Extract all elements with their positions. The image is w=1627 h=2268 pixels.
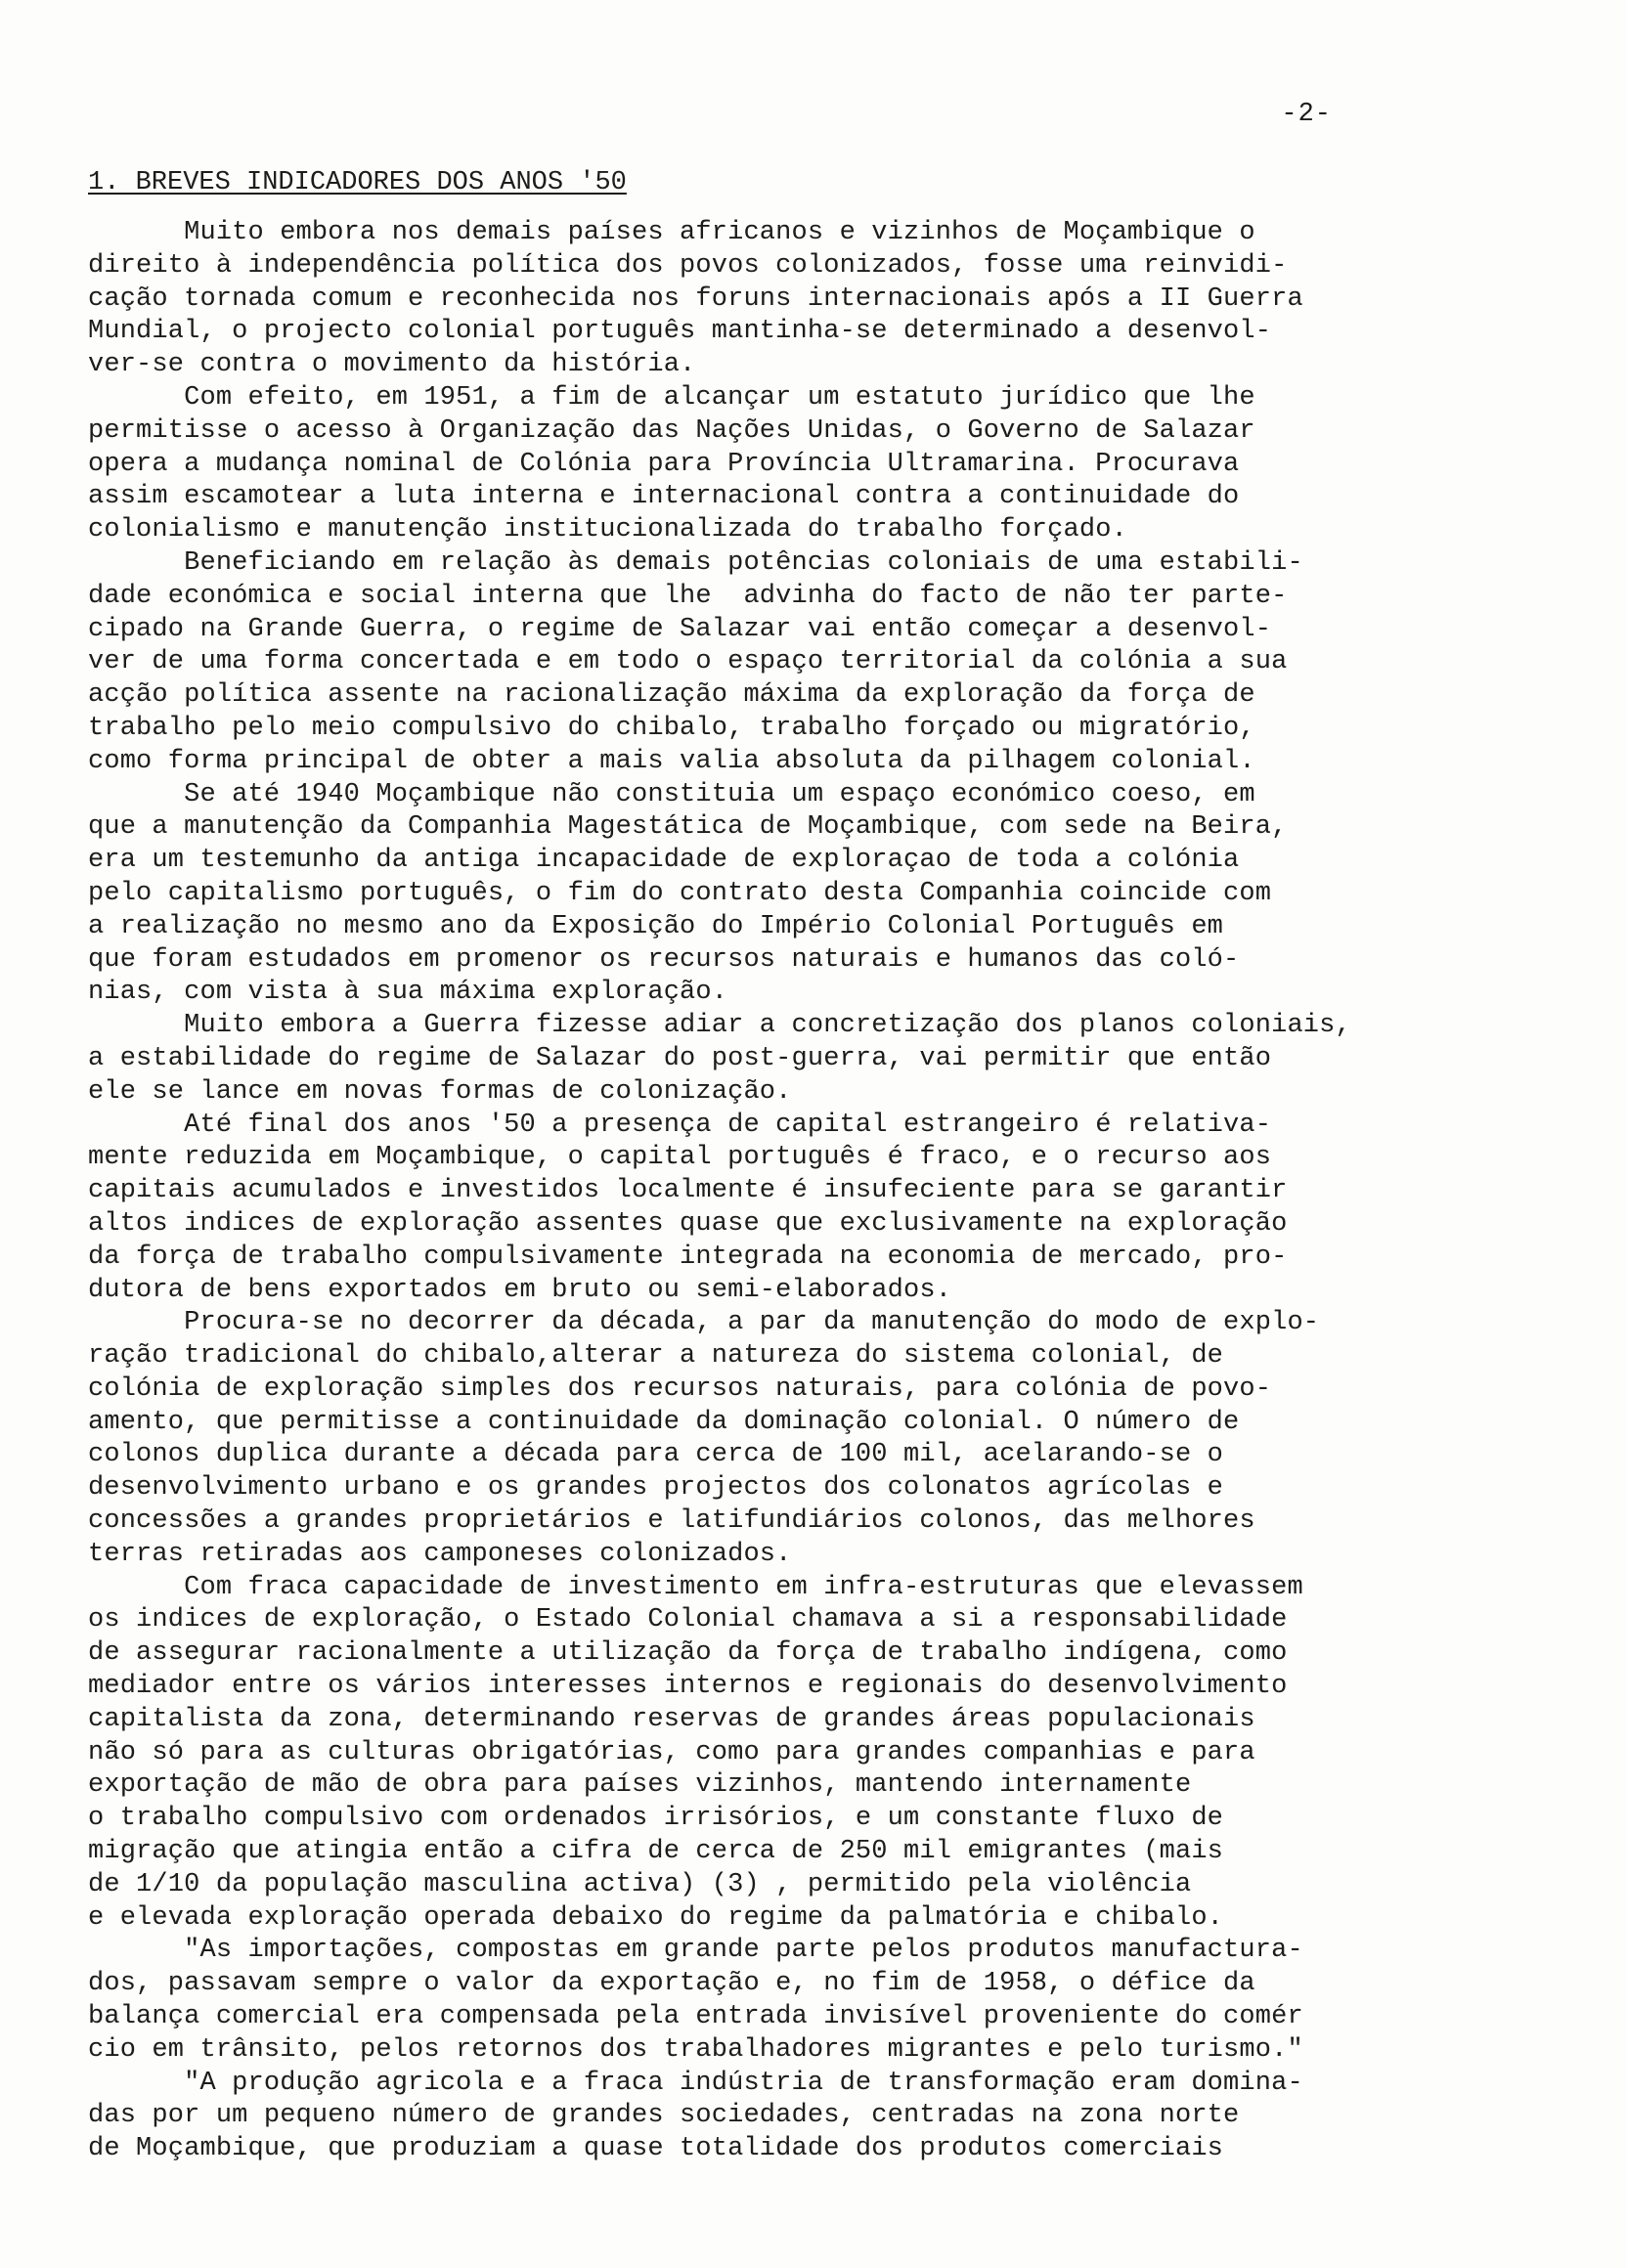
- text-line: era um testemunho da antiga incapacidade de exploraçao de toda a colónia: [88, 846, 1240, 876]
- text-line: de assegurar racionalmente a utilização da força de trabalho indígena, como: [88, 1638, 1288, 1669]
- text-line: Mundial, o projecto colonial português mantinha-se determinado a desenvol-: [88, 317, 1272, 347]
- text-line: capitais acumulados e investidos localmente é insufeciente para se garantir: [88, 1176, 1288, 1206]
- text-line: direito à independência política dos povos colonizados, fosse uma reinvidi-: [88, 250, 1288, 281]
- text-line: Beneficiando em relação às demais potências coloniais de uma estabili-: [88, 547, 1303, 578]
- text-line: ver de uma forma concertada e em todo o espaço territorial da colónia a sua: [88, 647, 1288, 677]
- text-line: colónia de exploração simples dos recursos naturais, para colónia de povo-: [88, 1374, 1272, 1404]
- text-line: ele se lance em novas formas de colonização.: [88, 1076, 792, 1107]
- text-line: Procura-se no decorrer da década, a par da manutenção do modo de explo-: [88, 1308, 1320, 1338]
- text-line: colonialismo e manutenção institucionalizada do trabalho forçado.: [88, 515, 1127, 545]
- text-line: mente reduzida em Moçambique, o capital português é fraco, e o recurso aos: [88, 1143, 1272, 1173]
- text-line: assim escamotear a luta interna e internacional contra a continuidade do: [88, 482, 1240, 512]
- text-line: dade económica e social interna que lhe advinha do facto de não ter parte-: [88, 581, 1288, 611]
- text-line: migração que atingia então a cifra de cerca de 250 mil emigrantes (mais: [88, 1837, 1224, 1867]
- text-line: Muito embora nos demais países africanos e vizinhos de Moçambique o: [88, 218, 1255, 247]
- text-line: ver-se contra o movimento da história.: [88, 350, 696, 380]
- section-heading: 1. BREVES INDICADORES DOS ANOS '50: [88, 168, 627, 197]
- text-line: capitalista da zona, determinando reservas de grandes áreas populacionais: [88, 1704, 1255, 1734]
- text-line: de Moçambique, que produziam a quase totalidade dos produtos comerciais: [88, 2134, 1224, 2164]
- text-line: Se até 1940 Moçambique não constituia um espaço económico coeso, em: [88, 779, 1255, 809]
- text-line: Muito embora a Guerra fizesse adiar a concretização dos planos coloniais,: [88, 1011, 1351, 1041]
- text-line: permitisse o acesso à Organização das Nações Unidas, o Governo de Salazar: [88, 415, 1255, 446]
- text-line: Até final dos anos '50 a presença de capital estrangeiro é relativa-: [88, 1110, 1272, 1140]
- text-line: terras retiradas aos camponeses colonizados.: [88, 1539, 792, 1569]
- text-line: a realização no mesmo ano da Exposição do Império Colonial Português em: [88, 911, 1224, 941]
- text-line: mediador entre os vários interesses internos e regionais do desenvolvimento: [88, 1672, 1288, 1702]
- text-line: concessões a grandes proprietários e latifundiários colonos, das melhores: [88, 1506, 1255, 1537]
- text-line: cio em trânsito, pelos retornos dos trabalhadores migrantes e pelo turismo.": [88, 2034, 1303, 2065]
- page-number: -2-: [1281, 100, 1332, 129]
- text-line: exportação de mão de obra para países vizinhos, mantendo internamente: [88, 1770, 1192, 1801]
- text-line: cação tornada comum e reconhecida nos foruns internacionais após a II Guerra: [88, 284, 1303, 314]
- text-line: o trabalho compulsivo com ordenados irrisórios, e um constante fluxo de: [88, 1804, 1224, 1834]
- text-line: nias, com vista à sua máxima exploração.: [88, 978, 728, 1008]
- text-line: dutora de bens exportados em bruto ou semi-elaborados.: [88, 1275, 952, 1305]
- text-line: não só para as culturas obrigatórias, como para grandes companhias e para: [88, 1737, 1255, 1767]
- text-line: os indices de exploração, o Estado Colonial chamava a si a responsabilidade: [88, 1605, 1288, 1636]
- text-line: que foram estudados em promenor os recursos naturais e humanos das coló-: [88, 944, 1240, 975]
- text-line: desenvolvimento urbano e os grandes projectos dos colonatos agrícolas e: [88, 1473, 1224, 1504]
- text-line: como forma principal de obter a mais valia absoluta da pilhagem colonial.: [88, 746, 1255, 776]
- text-line: Com fraca capacidade de investimento em infra-estruturas que elevassem: [88, 1572, 1303, 1602]
- text-line: "As importações, compostas em grande parte pelos produtos manufactura-: [88, 1936, 1303, 1966]
- text-line: amento, que permitisse a continuidade da dominação colonial. O número de: [88, 1407, 1240, 1437]
- text-line: altos indices de exploração assentes quase que exclusivamente na exploração: [88, 1208, 1288, 1239]
- text-line: balança comercial era compensada pela entrada invisível proveniente do comér: [88, 2002, 1303, 2032]
- text-line: pelo capitalismo português, o fim do contrato desta Companhia coincide com: [88, 878, 1272, 908]
- text-line: Com efeito, em 1951, a fim de alcançar um estatuto jurídico que lhe: [88, 382, 1255, 413]
- text-line: das por um pequeno número de grandes sociedades, centradas na zona norte: [88, 2101, 1240, 2131]
- text-line: e elevada exploração operada debaixo do regime da palmatória e chibalo.: [88, 1902, 1224, 1933]
- body-text: [88, 217, 1457, 2166]
- text-line: a estabilidade do regime de Salazar do post-guerra, vai permitir que então: [88, 1043, 1272, 1073]
- text-line: dos, passavam sempre o valor da exportação e, no fim de 1958, o défice da: [88, 1969, 1255, 1999]
- text-line: "A produção agricola e a fraca indústria de transformação eram domina-: [88, 2068, 1303, 2098]
- text-line: que a manutenção da Companhia Magestática de Moçambique, com sede na Beira,: [88, 812, 1288, 843]
- text-line: ração tradicional do chibalo,alterar a natureza do sistema colonial, de: [88, 1341, 1224, 1372]
- text-line: cipado na Grande Guerra, o regime de Salazar vai então começar a desenvol-: [88, 614, 1272, 644]
- text-line: colonos duplica durante a década para cerca de 100 mil, acelarando-se o: [88, 1440, 1224, 1470]
- text-line: de 1/10 da população masculina activa) (3) , permitido pela violência: [88, 1869, 1192, 1899]
- text-line: trabalho pelo meio compulsivo do chibalo, trabalho forçado ou migratório,: [88, 713, 1255, 743]
- text-line: opera a mudança nominal de Colónia para Província Ultramarina. Procurava: [88, 449, 1240, 479]
- text-line: acção política assente na racionalização máxima da exploração da força de: [88, 680, 1255, 711]
- text-line: da força de trabalho compulsivamente integrada na economia de mercado, pro-: [88, 1242, 1288, 1272]
